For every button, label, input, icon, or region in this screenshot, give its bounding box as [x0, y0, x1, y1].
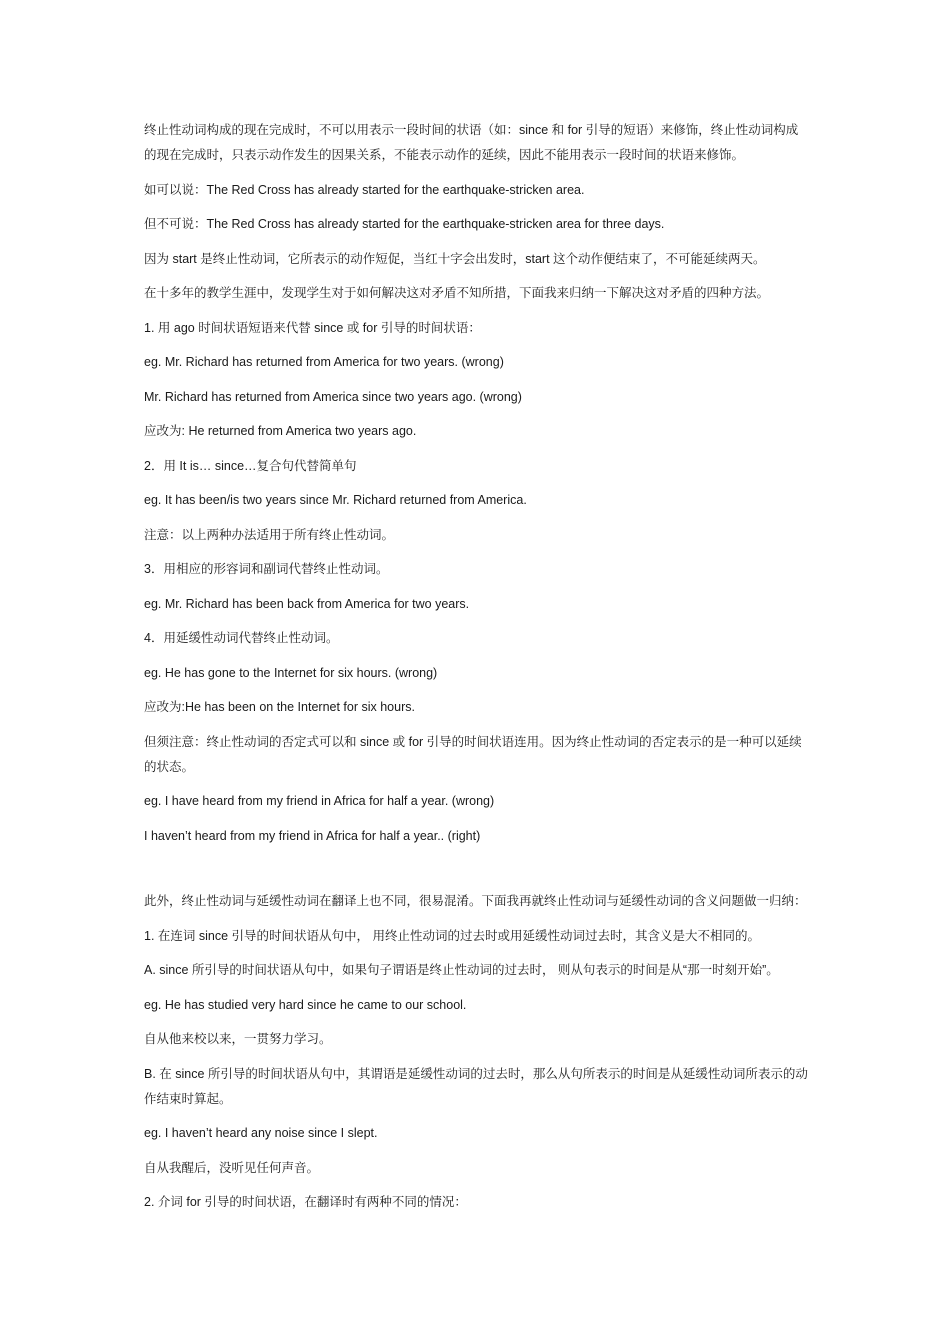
paragraph: 终止性动词构成的现在完成时，不可以用表示一段时间的状语（如：since 和 for 引导的短语）来修饰，终止性动词构成的现在完成时，只表示动作发生的因果关系，不能表示动作的延续，因此不能用表示一段时间的状语来修饰。	[144, 123, 799, 162]
paragraph: I haven’t heard from my friend in Africa for half a year.. (right)	[144, 828, 481, 843]
paragraph: 应改为: He returned from America two years ago.	[144, 424, 417, 438]
paragraph: 1. 在连词 since 引导的时间状语从句中， 用终止性动词的过去时或用延缓性动词过去时，其含义是大不相同的。	[144, 928, 760, 943]
section-gap	[144, 858, 810, 889]
paragraph: eg. It has been/is two years since Mr. Richard returned from America.	[144, 493, 527, 507]
paragraph: 在十多年的教学生涯中，发现学生对于如何解决这对矛盾不知所措，下面我来归纳一下解决这对矛盾的四种方法。	[144, 286, 770, 300]
paragraph: B. 在 since 所引导的时间状语从句中，其谓语是延缓性动词的过去时，那么从句所表示的时间是从延缓性动词所表示的动作结束时算起。	[144, 1066, 808, 1106]
paragraph: Mr. Richard has returned from America since two years ago. (wrong)	[144, 389, 522, 404]
paragraph: 1. 用 ago 时间状语短语来代替 since 或 for 引导的时间状语：	[144, 320, 481, 335]
paragraph: 应改为:He has been on the Internet for six hours.	[144, 700, 415, 714]
paragraph: 但须注意：终止性动词的否定式可以和 since 或 for 引导的时间状语连用。因为终止性动词的否定表示的是一种可以延续的状态。	[144, 734, 802, 774]
paragraph: 4．用延缓性动词代替终止性动词。	[144, 631, 339, 645]
document-body	[144, 118, 810, 1225]
paragraph: eg. Mr. Richard has been back from America for two years.	[144, 596, 470, 611]
paragraph: 2．用 It is… since…复合句代替简单句	[144, 458, 357, 473]
paragraph: 此外，终止性动词与延缓性动词在翻译上也不同，很易混淆。下面我再就终止性动词与延缓性动词的含义问题做一归纳：	[144, 894, 807, 908]
paragraph: A. since 所引导的时间状语从句中，如果句子谓语是终止性动词的过去时， 则从句表示的时间是从“那一时刻开始”。	[144, 963, 779, 977]
paragraph: 如可以说：The Red Cross has already started for the earthquake-stricken area.	[144, 182, 585, 197]
paragraph: 因为 start 是终止性动词，它所表示的动作短促，当红十字会出发时，start 这个动作便结束了，不可能延续两天。	[144, 251, 766, 266]
paragraph: eg. He has studied very hard since he came to our school.	[144, 997, 467, 1012]
paragraph: eg. Mr. Richard has returned from America for two years. (wrong)	[144, 355, 504, 369]
paragraph: 但不可说：The Red Cross has already started for the earthquake-stricken area for three days.	[144, 217, 665, 231]
paragraph: 自从他来校以来，一贯努力学习。	[144, 1032, 332, 1046]
paragraph: eg. He has gone to the Internet for six hours. (wrong)	[144, 665, 438, 680]
paragraph: 自从我醒后，没听见任何声音。	[144, 1160, 320, 1175]
paragraph: 3．用相应的形容词和副词代替终止性动词。	[144, 562, 389, 576]
paragraph: eg. I have heard from my friend in Africa for half a year. (wrong)	[144, 794, 495, 808]
paragraph: eg. I haven’t heard any noise since I slept.	[144, 1126, 378, 1140]
paragraph: 2. 介词 for 引导的时间状语，在翻译时有两种不同的情况：	[144, 1195, 467, 1209]
paragraph: 注意：以上两种办法适用于所有终止性动词。	[144, 527, 395, 542]
